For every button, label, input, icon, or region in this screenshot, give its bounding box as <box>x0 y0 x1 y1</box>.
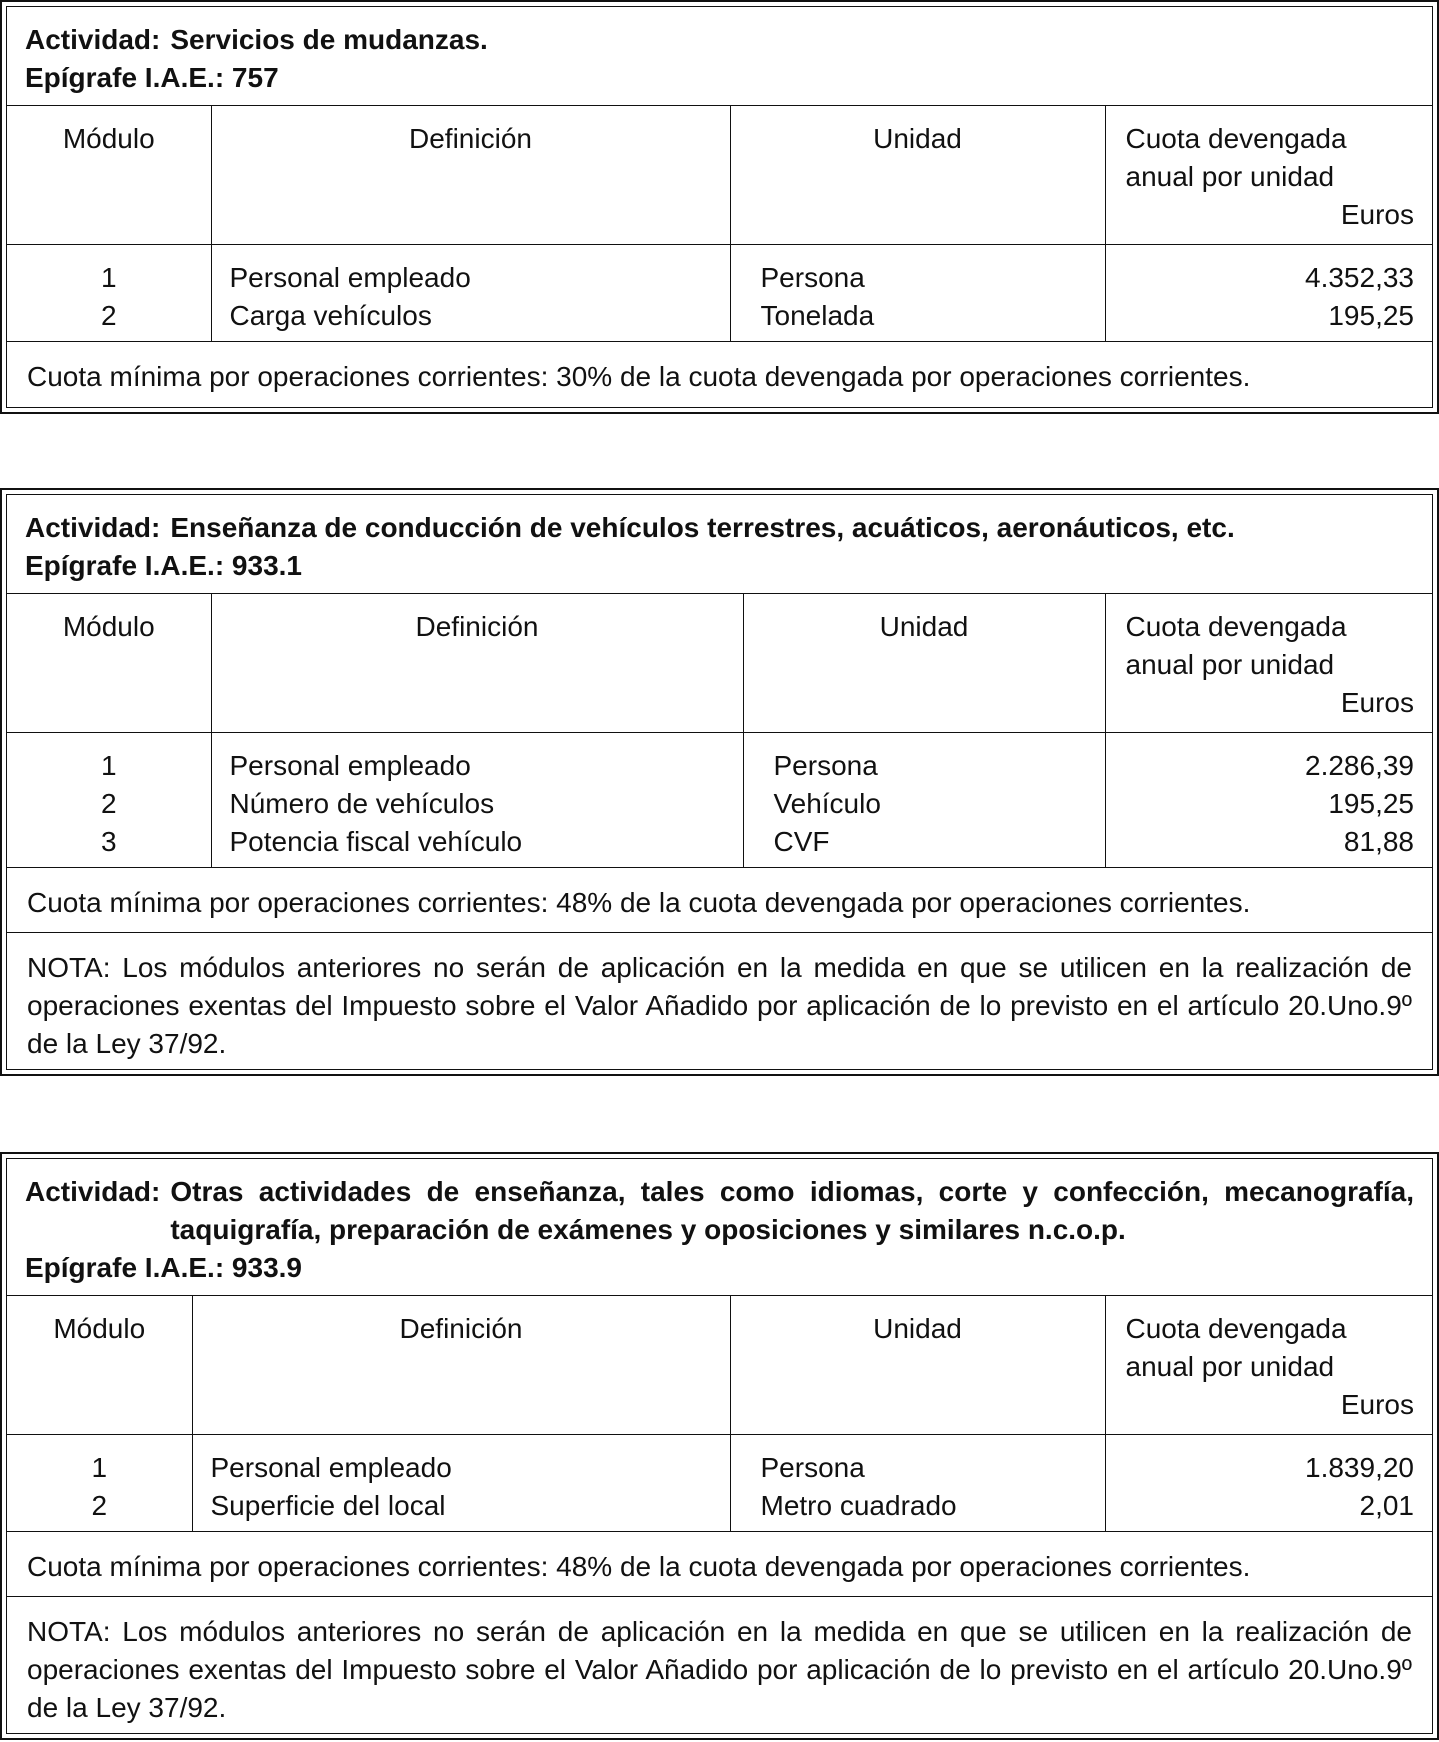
header-euros: Euros <box>1340 687 1414 718</box>
header-definicion: Definición <box>211 106 730 245</box>
modulo-cell: 2 <box>100 300 117 331</box>
header-unidad: Unidad <box>743 594 1105 733</box>
header-cuota-line2: anual por unidad <box>1125 1351 1335 1382</box>
table-row <box>7 245 1432 342</box>
unidad-cell: Metro cuadrado <box>760 1490 957 1521</box>
definicion-cell: Potencia fiscal vehículo <box>229 826 523 857</box>
header-euros: Euros <box>1340 199 1414 230</box>
cuota-cell: 4.352,33 <box>1305 262 1414 293</box>
unidad-cell: CVF <box>773 826 830 857</box>
activity-header <box>7 495 1432 594</box>
unidad-cell: Persona <box>760 1452 865 1483</box>
activity-block-mudanzas <box>0 0 1439 414</box>
header-modulo: Módulo <box>7 1296 192 1435</box>
activity-block-otras-ensenanzas <box>0 1152 1439 1740</box>
modulo-cell: 2 <box>91 1490 108 1521</box>
header-cuota-line2: anual por unidad <box>1125 161 1335 192</box>
modulo-cell: 1 <box>100 750 117 781</box>
actividad-name: Servicios de mudanzas. <box>170 24 488 55</box>
header-cuota-line2: anual por unidad <box>1125 649 1335 680</box>
actividad-label: Actividad: <box>25 512 161 543</box>
activity-header <box>7 1159 1432 1296</box>
cuota-cell: 2,01 <box>1359 1490 1414 1521</box>
cuota-cell: 1.839,20 <box>1305 1452 1414 1483</box>
actividad-name: Enseñanza de conducción de vehículos terrestres, acuáticos, aeronáuticos, etc. <box>170 512 1235 543</box>
table-row <box>7 1435 1432 1532</box>
cuota-minima: Cuota mínima por operaciones corrientes: 48% de la cuota devengada por operaciones corrientes. <box>7 1532 1432 1597</box>
header-definicion: Definición <box>211 594 743 733</box>
actividad-label: Actividad: <box>25 24 161 55</box>
header-euros: Euros <box>1340 1389 1414 1420</box>
unidad-cell: Tonelada <box>760 300 875 331</box>
header-modulo: Módulo <box>7 594 211 733</box>
epigrafe: Epígrafe I.A.E.: 757 <box>25 62 279 93</box>
cuota-minima: Cuota mínima por operaciones corrientes: 30% de la cuota devengada por operaciones corrientes. <box>27 361 1251 392</box>
actividad-label: Actividad: <box>25 1176 161 1207</box>
header-cuota-line1: Cuota devengada <box>1125 1313 1347 1344</box>
definicion-cell: Carga vehículos <box>229 300 432 331</box>
modules-table <box>7 1159 1432 1737</box>
definicion-cell: Número de vehículos <box>229 788 495 819</box>
modulo-cell: 1 <box>91 1452 108 1483</box>
unidad-cell: Persona <box>760 262 865 293</box>
modulo-cell: 1 <box>100 262 117 293</box>
nota: NOTA: Los módulos anteriores no serán de aplicación en la medida en que se utilicen en la realización de operaciones exentas del Impuesto sobre el Valor Añadido por aplicación de lo previsto en el artículo 20.Uno.9º de la Ley 37/92. <box>27 1616 1412 1723</box>
epigrafe: Epígrafe I.A.E.: 933.9 <box>25 1252 302 1283</box>
cuota-cell: 195,25 <box>1328 788 1414 819</box>
modules-table <box>7 495 1432 1073</box>
definicion-cell: Personal empleado <box>229 750 471 781</box>
header-cuota <box>1105 594 1432 733</box>
actividad-name: Otras actividades de enseñanza, tales como idiomas, corte y confección, mecanografía, taquigrafía, preparación de exámenes y oposiciones y similares n.c.o.p. <box>170 1176 1414 1245</box>
activity-block-inner <box>6 1158 1433 1734</box>
header-cuota <box>1105 1296 1432 1435</box>
nota: NOTA: Los módulos anteriores no serán de aplicación en la medida en que se utilicen en la realización de operaciones exentas del Impuesto sobre el Valor Añadido por aplicación de lo previsto en el artículo 20.Uno.9º de la Ley 37/92. <box>27 952 1412 1059</box>
modules-table <box>7 7 1432 406</box>
definicion-cell: Personal empleado <box>229 262 471 293</box>
header-cuota-line1: Cuota devengada <box>1125 611 1347 642</box>
header-cuota <box>1105 106 1432 245</box>
definicion-cell: Superficie del local <box>210 1490 446 1521</box>
activity-block-ensenanza-conduccion <box>0 488 1439 1076</box>
header-unidad: Unidad <box>730 106 1105 245</box>
activity-block-inner <box>6 494 1433 1070</box>
modulo-cell: 2 <box>100 788 117 819</box>
cuota-minima: Cuota mínima por operaciones corrientes: 48% de la cuota devengada por operaciones corrientes. <box>7 868 1432 933</box>
header-unidad: Unidad <box>730 1296 1105 1435</box>
header-cuota-line1: Cuota devengada <box>1125 123 1347 154</box>
definicion-cell: Personal empleado <box>210 1452 452 1483</box>
cuota-cell: 81,88 <box>1343 826 1414 857</box>
modulo-cell: 3 <box>100 826 117 857</box>
activity-header <box>7 7 1432 106</box>
table-row <box>7 733 1432 868</box>
unidad-cell: Persona <box>773 750 878 781</box>
unidad-cell: Vehículo <box>773 788 881 819</box>
activity-block-inner <box>6 6 1433 408</box>
epigrafe: Epígrafe I.A.E.: 933.1 <box>25 550 302 581</box>
header-modulo: Módulo <box>7 106 211 245</box>
header-definicion: Definición <box>192 1296 730 1435</box>
cuota-cell: 2.286,39 <box>1305 750 1414 781</box>
cuota-cell: 195,25 <box>1328 300 1414 331</box>
